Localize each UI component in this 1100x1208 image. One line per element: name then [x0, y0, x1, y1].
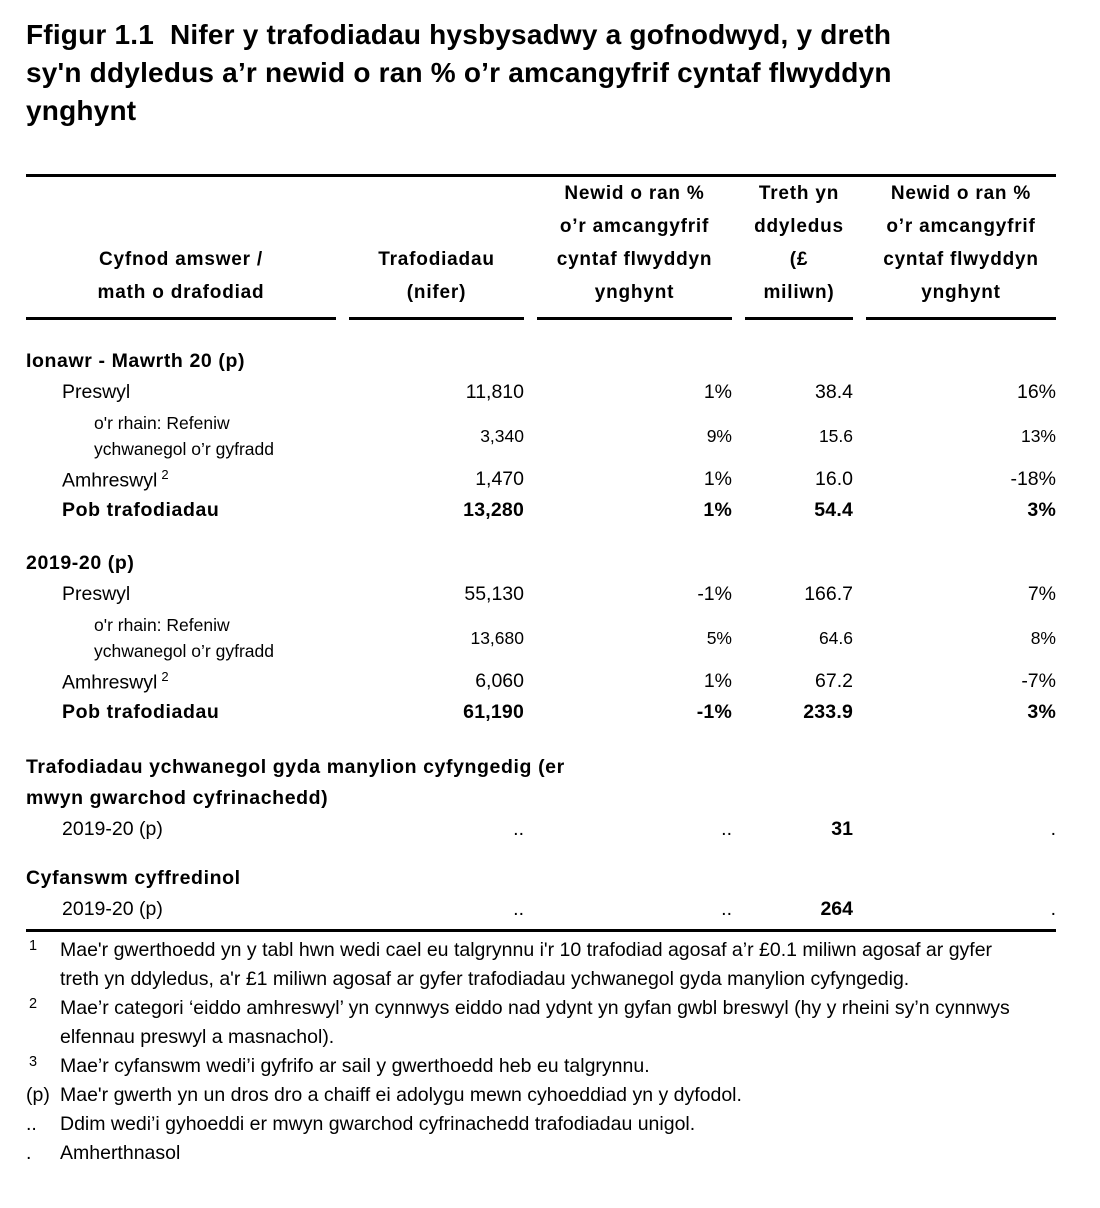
footnote-ref-2: 2: [161, 668, 169, 684]
cell-tax-due: 16.0: [815, 468, 853, 490]
section-heading-line: Trafodiadau ychwanegol gyda manylion cyfyngedig (er: [26, 756, 565, 778]
cell-pct-change-tax: -18%: [1010, 468, 1056, 490]
header-line: cyntaf flwyddyn: [883, 249, 1039, 270]
title-line: ynghynt: [26, 95, 137, 126]
header-line: (nifer): [406, 282, 467, 303]
cell-pct-change-tax: 7%: [1027, 583, 1056, 605]
row-label: 2019-20 (p): [62, 898, 163, 920]
section-heading-jan-mar-20: Ionawr - Mawrth 20 (p): [26, 350, 246, 372]
cell-transactions: 1,470: [475, 468, 524, 490]
cell-tax-due: 15.6: [818, 425, 853, 446]
footnote-text: Amherthnasol: [60, 1142, 181, 1164]
page-title: [26, 16, 1070, 130]
header-line: Trafodiadau: [378, 249, 495, 270]
row-label: [26, 669, 336, 695]
table-row-all-transactions: [26, 697, 1056, 728]
cell-pct-change-transactions: 1%: [703, 468, 732, 490]
cell-transactions: 6,060: [475, 670, 524, 692]
header-line: cyntaf flwyddyn: [556, 249, 713, 270]
footnote-dotdot: [26, 1110, 1038, 1139]
footnote-text: Mae’r cyfanswm wedi’i gyfrifo ar sail y gwerthoedd heb eu talgrynnu.: [60, 1055, 650, 1077]
cell-pct-change-tax: 8%: [1030, 627, 1056, 648]
table-row-amhreswyl: [26, 464, 1056, 495]
cell-pct-change-transactions: -1%: [696, 701, 732, 723]
header-line: miliwn): [763, 282, 835, 303]
cell-tax-due: 233.9: [803, 701, 853, 723]
row-label: Preswyl: [62, 381, 131, 403]
footnote-3: [26, 1052, 1038, 1081]
footnote-text: Mae'r gwerth yn un dros dro a chaiff ei adolygu mewn cyhoeddiad yn y dyfodol.: [60, 1084, 742, 1106]
section-heading-overall-total: Cyfanswm cyffredinol: [26, 867, 241, 889]
footnote-marker: 2: [29, 996, 38, 1012]
table-header-row: [26, 177, 1056, 320]
row-label-line: ychwanegol o’r gyfradd: [94, 641, 274, 661]
cell-tax-due: 264: [820, 898, 853, 920]
footnote-text: Mae’r categori ‘eiddo amhreswyl’ yn cynnwys eiddo nad ydynt yn gyfan gwbl breswyl (hy y rheini sy’n cynnwys elfennau preswyl a masnachol).: [60, 997, 1010, 1048]
table-row-2019-20-additional: [26, 814, 1056, 845]
section-heading-2019-20: 2019-20 (p): [26, 552, 135, 574]
cell-pct-change-tax: .: [1050, 898, 1056, 920]
cell-pct-change-tax: 16%: [1016, 381, 1056, 403]
title-line: sy'n ddyledus a’r newid o ran % o’r amcangyfrif cyntaf flwyddyn: [26, 57, 892, 88]
header-line: Cyfnod amswer /: [98, 249, 264, 270]
footnote-dot: [26, 1139, 1038, 1168]
cell-transactions: 13,680: [470, 627, 524, 648]
header-line: ddyledus: [754, 216, 844, 237]
row-label-text: Amhreswyl: [62, 469, 158, 492]
cell-tax-due: 166.7: [804, 583, 853, 605]
column-header-pct-change-transactions: [537, 177, 732, 320]
row-label: Preswyl: [62, 583, 131, 605]
data-table: [26, 177, 1070, 925]
cell-tax-due: 64.6: [818, 627, 853, 648]
header-line: ynghynt: [921, 282, 1001, 303]
cell-pct-change-transactions: 5%: [706, 627, 732, 648]
table-row-2019-20-total: [26, 894, 1056, 925]
footnote-marker: 1: [29, 938, 38, 954]
cell-transactions: 55,130: [464, 583, 524, 605]
column-header-transactions: [349, 177, 524, 320]
footnote-marker: ..: [26, 1113, 37, 1135]
table-row-higher-rate-revenue: [26, 408, 1056, 464]
title-line: Ffigur 1.1 Nifer y trafodiadau hysbysadwy a gofnodwyd, y dreth: [26, 19, 892, 50]
cell-pct-change-tax: .: [1050, 818, 1056, 840]
footnote-marker: 3: [29, 1054, 38, 1070]
cell-tax-due: 31: [831, 818, 853, 840]
row-label: 2019-20 (p): [62, 818, 163, 840]
header-line: o’r amcangyfrif: [559, 216, 710, 237]
row-label: Pob trafodiadau: [62, 499, 220, 521]
cell-transactions: ..: [513, 898, 524, 920]
cell-tax-due: 38.4: [815, 381, 853, 403]
table-bottom-rule: [26, 929, 1056, 932]
row-label: [26, 612, 336, 664]
table-row-preswyl: [26, 377, 1056, 408]
row-label-text: Amhreswyl: [62, 671, 158, 694]
row-label: [26, 467, 336, 493]
row-label-line: o'r rhain: Refeniw: [94, 413, 230, 433]
footnote-marker: (p): [26, 1084, 50, 1106]
section-heading-additional-transactions: [26, 752, 1070, 814]
table-row-all-transactions: [26, 495, 1056, 526]
cell-pct-change-tax: 3%: [1027, 701, 1056, 723]
cell-pct-change-tax: 13%: [1020, 425, 1056, 446]
column-header-tax-due: [745, 177, 853, 320]
header-line: o’r amcangyfrif: [886, 216, 1036, 237]
header-line: Treth yn: [758, 183, 840, 204]
cell-transactions: 61,190: [463, 701, 524, 723]
row-label: Pob trafodiadau: [62, 701, 220, 723]
cell-tax-due: 67.2: [815, 670, 853, 692]
footnotes: [26, 936, 1038, 1168]
header-line: (£: [789, 249, 809, 270]
section-heading-line: mwyn gwarchod cyfrinachedd): [26, 787, 329, 809]
cell-pct-change-transactions: 1%: [703, 670, 732, 692]
cell-pct-change-tax: 3%: [1027, 499, 1056, 521]
footnote-p: [26, 1081, 1038, 1110]
cell-transactions: ..: [513, 818, 524, 840]
header-line: ynghynt: [594, 282, 675, 303]
cell-pct-change-transactions: 1%: [703, 381, 732, 403]
column-header-period: [26, 177, 336, 320]
cell-pct-change-transactions: ..: [721, 818, 732, 840]
row-label: [26, 410, 336, 462]
footnote-2: [26, 994, 1038, 1052]
cell-pct-change-transactions: -1%: [697, 583, 732, 605]
cell-pct-change-transactions: 9%: [706, 425, 732, 446]
cell-tax-due: 54.4: [814, 499, 853, 521]
cell-pct-change-tax: -7%: [1021, 670, 1056, 692]
header-line: Newid o ran %: [564, 183, 705, 204]
cell-transactions: 3,340: [480, 425, 524, 446]
footnote-1: [26, 936, 1038, 994]
column-header-pct-change-tax: [866, 177, 1056, 320]
table-row-higher-rate-revenue: [26, 610, 1056, 666]
footnote-text: Mae'r gwerthoedd yn y tabl hwn wedi cael eu talgrynnu i'r 10 trafodiad agosaf a’r £0.1 miliwn agosaf ar gyfer treth yn ddyledus, a'r £1 miliwn agosaf ar gyfer trafodiadau ychwanegol gyda manylion cyfyngedig.: [60, 939, 993, 990]
table-row-amhreswyl: [26, 666, 1056, 697]
cell-pct-change-transactions: 1%: [703, 499, 732, 521]
cell-pct-change-transactions: ..: [721, 898, 732, 920]
table-row-preswyl: [26, 579, 1056, 610]
footnote-text: Ddim wedi’i gyhoeddi er mwyn gwarchod cyfrinachedd trafodiadau unigol.: [60, 1113, 696, 1135]
footnote-ref-2: 2: [161, 466, 169, 482]
row-label-line: o'r rhain: Refeniw: [94, 615, 230, 635]
row-label-line: ychwanegol o’r gyfradd: [94, 439, 274, 459]
cell-transactions: 11,810: [465, 381, 524, 403]
footnote-marker: .: [26, 1142, 32, 1164]
cell-transactions: 13,280: [463, 499, 524, 521]
header-line: Newid o ran %: [890, 183, 1032, 204]
header-line: math o drafodiad: [97, 282, 265, 303]
